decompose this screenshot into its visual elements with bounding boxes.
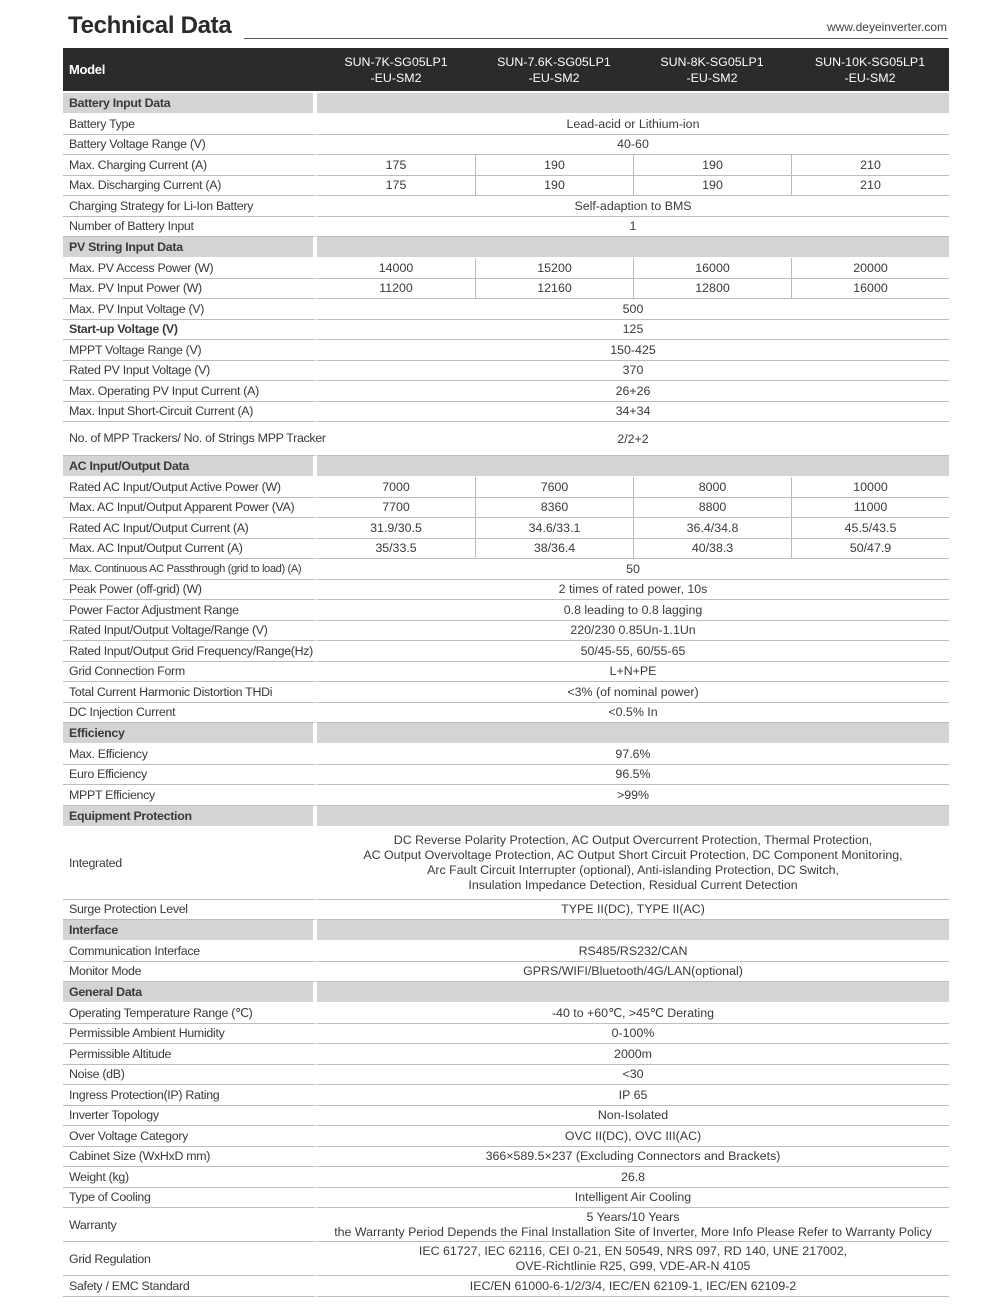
row-label: Rated Input/Output Grid Frequency/Range(Hz) [63,641,317,662]
row-label: Number of Battery Input [63,217,317,238]
table-row [63,827,949,900]
section-header-row [63,920,949,941]
row-value: 15200 [475,258,633,279]
table-row [63,1147,949,1168]
table-row [63,641,949,662]
row-label: No. of MPP Trackers/ No. of Strings MPP Tracker [63,422,317,456]
row-label: MPPT Voltage Range (V) [63,340,317,361]
section-header-fill [317,982,949,1003]
model-name: SUN-7.6K-SG05LP1 -EU-SM2 [475,48,633,93]
row-label: Euro Efficiency [63,765,317,786]
row-value: 366×589.5×237 (Excluding Connectors and Brackets) [317,1147,949,1168]
row-value: 31.9/30.5 [317,518,475,539]
row-value: 7600 [475,477,633,498]
table-row [63,785,949,806]
row-value: 50/45-55, 60/55-65 [317,641,949,662]
row-value: <0.5% In [317,703,949,724]
table-row [63,1044,949,1065]
row-value: 210 [791,155,949,176]
row-value: 16000 [633,258,791,279]
table-body [63,93,949,1297]
section-title: Interface [63,920,317,941]
table-row [63,559,949,580]
row-value: 12800 [633,279,791,300]
row-value: 175 [317,176,475,197]
row-value: 2 times of rated power, 10s [317,580,949,601]
row-value: GPRS/WIFI/Bluetooth/4G/LAN(optional) [317,962,949,983]
row-value: 500 [317,299,949,320]
table-row [63,1126,949,1147]
section-header-fill [317,806,949,827]
row-value: 20000 [791,258,949,279]
row-label: Safety / EMC Standard [63,1276,317,1297]
row-label: Total Current Harmonic Distortion THDi [63,682,317,703]
table-row [63,299,949,320]
table-row [63,1276,949,1297]
section-title: Battery Input Data [63,93,317,114]
section-title: General Data [63,982,317,1003]
row-label: Ingress Protection(IP) Rating [63,1085,317,1106]
row-value: 210 [791,176,949,197]
row-label: Type of Cooling [63,1188,317,1209]
row-label: Inverter Topology [63,1106,317,1127]
row-label: Max. PV Input Voltage (V) [63,299,317,320]
row-value: 7000 [317,477,475,498]
row-value: Self-adaption to BMS [317,196,949,217]
table-row [63,1085,949,1106]
table-row [63,196,949,217]
table-row [63,1242,949,1276]
table-row [63,217,949,238]
table-row [63,962,949,983]
table-row [63,580,949,601]
row-value: L+N+PE [317,662,949,683]
table-row [63,381,949,402]
table-row [63,1167,949,1188]
table-row [63,941,949,962]
row-value: 190 [633,155,791,176]
row-label: Cabinet Size (WxHxD mm) [63,1147,317,1168]
section-header-row [63,982,949,1003]
table-row [63,600,949,621]
table-row [63,1106,949,1127]
row-value: 370 [317,361,949,382]
section-header-row [63,456,949,477]
row-value: 50/47.9 [791,539,949,560]
row-value: 45.5/43.5 [791,518,949,539]
row-value: TYPE II(DC), TYPE II(AC) [317,900,949,921]
section-header-fill [317,920,949,941]
row-label: Rated Input/Output Voltage/Range (V) [63,621,317,642]
row-value: 1 [317,217,949,238]
table-row [63,258,949,279]
website-link[interactable]: www.deyeinverter.com [826,20,947,34]
section-header-fill [317,723,949,744]
row-label: Operating Temperature Range (℃) [63,1003,317,1024]
row-value: IEC 61727, IEC 62116, CEI 0-21, EN 50549, NRS 097, RD 140, UNE 217002, OVE-Richtlinie R25, G99, VDE-AR-N 4105 [317,1242,949,1276]
row-label: Power Factor Adjustment Range [63,600,317,621]
row-value: 35/33.5 [317,539,475,560]
row-label: Rated AC Input/Output Current (A) [63,518,317,539]
section-header-fill [317,237,949,258]
row-value: 8800 [633,498,791,519]
section-header-row [63,237,949,258]
row-label: Max. AC Input/Output Current (A) [63,539,317,560]
title-rule [244,38,948,39]
row-value: <30 [317,1065,949,1086]
row-value: 7700 [317,498,475,519]
row-label: Max. PV Access Power (W) [63,258,317,279]
row-value: 14000 [317,258,475,279]
row-value: 190 [475,176,633,197]
row-value: 0.8 leading to 0.8 lagging [317,600,949,621]
row-value: 8000 [633,477,791,498]
table-row [63,900,949,921]
row-label: Grid Regulation [63,1242,317,1276]
row-label: Surge Protection Level [63,900,317,921]
table-row [63,155,949,176]
row-label: Max. Operating PV Input Current (A) [63,381,317,402]
row-label: Battery Type [63,114,317,135]
row-label: Max. Input Short-Circuit Current (A) [63,402,317,423]
row-value: 34.6/33.1 [475,518,633,539]
section-header-fill [317,93,949,114]
model-label: Model [63,48,317,93]
row-value: 190 [475,155,633,176]
row-value: 11000 [791,498,949,519]
row-value: 40/38.3 [633,539,791,560]
row-value: IP 65 [317,1085,949,1106]
row-label: Communication Interface [63,941,317,962]
row-value: 2000m [317,1044,949,1065]
row-value: 175 [317,155,475,176]
table-row [63,176,949,197]
table-row [63,361,949,382]
row-value: 97.6% [317,744,949,765]
row-value: 12160 [475,279,633,300]
table-row [63,1188,949,1209]
row-value: 36.4/34.8 [633,518,791,539]
row-label: Permissible Ambient Humidity [63,1024,317,1045]
row-label: Rated AC Input/Output Active Power (W) [63,477,317,498]
section-header-row [63,806,949,827]
row-label: DC Injection Current [63,703,317,724]
table-row [63,662,949,683]
row-label: Max. PV Input Power (W) [63,279,317,300]
row-label: Rated PV Input Voltage (V) [63,361,317,382]
row-value: IEC/EN 61000-6-1/2/3/4, IEC/EN 62109-1, IEC/EN 62109-2 [317,1276,949,1297]
row-label: Start-up Voltage (V) [63,320,317,341]
row-value: 5 Years/10 Years the Warranty Period Depends the Final Installation Site of Inverter, More Info Please Refer to Warranty Policy [317,1208,949,1242]
row-value: 38/36.4 [475,539,633,560]
row-label: Battery Voltage Range (V) [63,135,317,156]
row-value: DC Reverse Polarity Protection, AC Output Overcurrent Protection, Thermal Protection, AC Output Overvoltage Protection, AC Output Short Circuit Protection, DC Component Monitoring, Arc Fault Circuit Interrupter (optional), Anti-islanding Protection, DC Switch, Insulation Impedance Detection, Residual Current Detection [317,827,949,900]
model-name: SUN-8K-SG05LP1 -EU-SM2 [633,48,791,93]
section-title: Efficiency [63,723,317,744]
model-header-row [63,48,949,93]
row-value: 50 [317,559,949,580]
row-value: 34+34 [317,402,949,423]
row-value: RS485/RS232/CAN [317,941,949,962]
section-title: AC Input/Output Data [63,456,317,477]
row-value: 2/2+2 [317,422,949,456]
table-row [63,621,949,642]
table-row [63,340,949,361]
model-name: SUN-10K-SG05LP1 -EU-SM2 [791,48,949,93]
row-label: Max. Efficiency [63,744,317,765]
table-row [63,1003,949,1024]
row-value: 26+26 [317,381,949,402]
section-header-fill [317,456,949,477]
row-value: Lead-acid or Lithium-ion [317,114,949,135]
table-row [63,135,949,156]
table-row [63,114,949,135]
page-header [0,0,1003,48]
row-value: 125 [317,320,949,341]
row-value: 16000 [791,279,949,300]
row-label: Max. Charging Current (A) [63,155,317,176]
row-label: Warranty [63,1208,317,1242]
row-value: 96.5% [317,765,949,786]
section-title: Equipment Protection [63,806,317,827]
table-row [63,279,949,300]
row-value: Intelligent Air Cooling [317,1188,949,1209]
table-row [63,1208,949,1242]
row-value: -40 to +60℃, >45℃ Derating [317,1003,949,1024]
row-label: Integrated [63,827,317,900]
row-label: Charging Strategy for Li-Ion Battery [63,196,317,217]
row-value: 10000 [791,477,949,498]
row-value: >99% [317,785,949,806]
row-label: Monitor Mode [63,962,317,983]
row-label: MPPT Efficiency [63,785,317,806]
table-row [63,765,949,786]
table-row [63,518,949,539]
table-row [63,498,949,519]
row-label: Grid Connection Form [63,662,317,683]
row-value: 26.8 [317,1167,949,1188]
section-header-row [63,93,949,114]
row-label: Max. Continuous AC Passthrough (grid to load) (A) [63,559,317,580]
table-row [63,539,949,560]
row-label: Peak Power (off-grid) (W) [63,580,317,601]
row-label: Permissible Altitude [63,1044,317,1065]
table-row [63,402,949,423]
row-value: 40-60 [317,135,949,156]
table-row [63,1065,949,1086]
row-label: Weight (kg) [63,1167,317,1188]
table-row [63,320,949,341]
row-label: Max. AC Input/Output Apparent Power (VA) [63,498,317,519]
row-value: 8360 [475,498,633,519]
row-value: 150-425 [317,340,949,361]
row-value: 11200 [317,279,475,300]
row-value: OVC II(DC), OVC III(AC) [317,1126,949,1147]
technical-data-table [63,48,949,1297]
section-header-row [63,723,949,744]
table-row [63,682,949,703]
row-label: Noise (dB) [63,1065,317,1086]
row-value: Non-Isolated [317,1106,949,1127]
table-row [63,422,949,456]
section-title: PV String Input Data [63,237,317,258]
row-value: 190 [633,176,791,197]
page-title: Technical Data [68,12,232,39]
table-row [63,703,949,724]
model-name: SUN-7K-SG05LP1 -EU-SM2 [317,48,475,93]
row-value: <3% (of nominal power) [317,682,949,703]
row-label: Over Voltage Category [63,1126,317,1147]
row-value: 220/230 0.85Un-1.1Un [317,621,949,642]
table-row [63,477,949,498]
row-value: 0-100% [317,1024,949,1045]
table-row [63,744,949,765]
row-label: Max. Discharging Current (A) [63,176,317,197]
table-row [63,1024,949,1045]
